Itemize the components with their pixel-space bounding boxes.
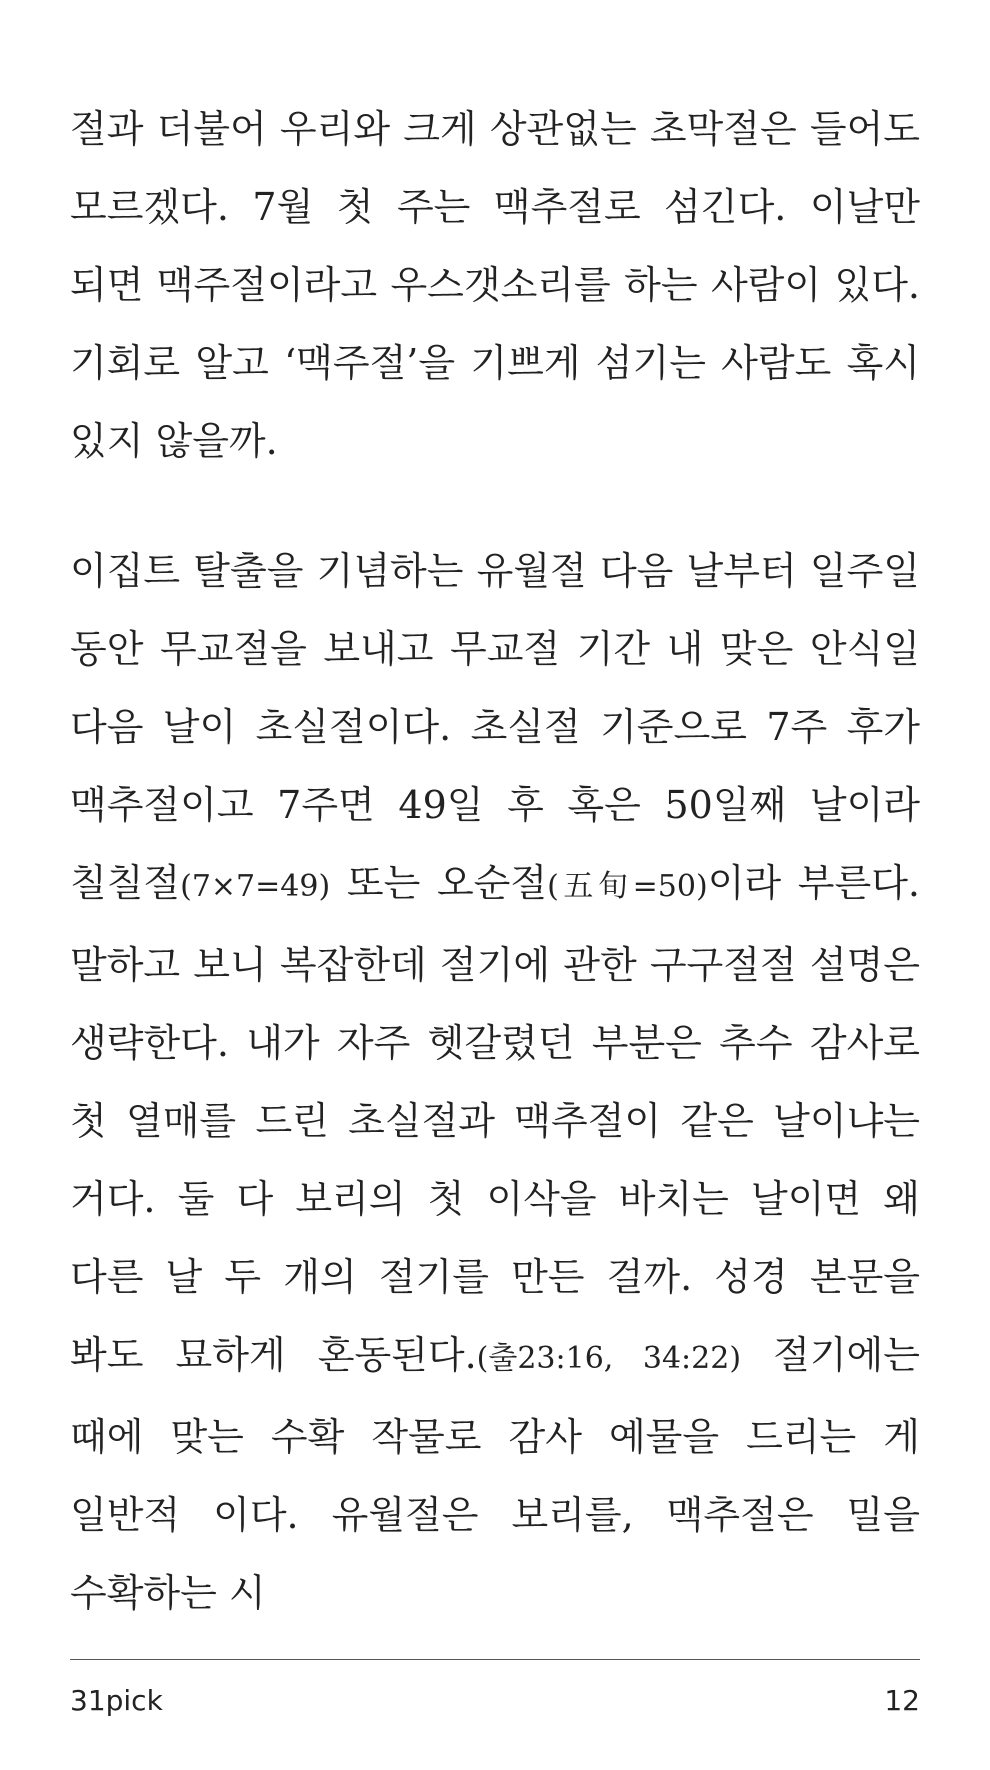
paragraph-2-note-osun: (五旬=50) — [547, 869, 708, 904]
page-footer — [70, 1659, 920, 1717]
paragraph-1-text: 절과 더불어 우리와 크게 상관없는 초막절은 들어도 모르겠다. 7월 첫 주는 맥추절로 섬긴다. 이날만 되면 맥주절이라고 우스갯소리를 하는 사람이 있다. 기회로 알고 ‘맥주절’을 기쁘게 섬기는 사람도 혹시 있지 않을까. — [70, 107, 920, 463]
article-body — [70, 90, 920, 1632]
paragraph-2-text-d: 절기에는 때에 맞는 수확 작물로 감사 예물을 드리는 게 일반적 이다. 유월절은 보리를, 맥추절은 밀을 수확하는 시 — [70, 1333, 920, 1615]
paragraph-2-text-a: 이집트 탈출을 기념하는 유월절 다음 날부터 일주일 동안 무교절을 보내고 무교절 기간 내 맞은 안식일 다음 날이 초실절이다. 초실절 기준으로 7주 후가 맥추절이고 7주면 49일 후 혹은 50일째 날이라 칠칠절 — [70, 549, 920, 905]
paragraph-2-text-b: 또는 오순절 — [330, 861, 548, 905]
paragraph-2 — [70, 532, 920, 1632]
paragraph-1 — [70, 90, 920, 480]
paragraph-2-note-scripture: (출23:16, 34:22) — [476, 1341, 742, 1376]
paragraph-2-text-c: 이라 부른다. 말하고 보니 복잡한데 절기에 관한 구구절절 설명은 생략한다. 내가 자주 헷갈렸던 부분은 추수 감사로 첫 열매를 드린 초실절과 맥추절이 같은 날이냐는 거다. 둘 다 보리의 첫 이삭을 바치는 날이면 왜 다른 날 두 개의 절기를 만든 걸까. 성경 본문을 봐도 묘하게 혼동된다. — [70, 861, 921, 1377]
footer-page-number: 12 — [884, 1684, 920, 1717]
paragraph-2-note-chilchil: (7×7=49) — [180, 869, 331, 904]
footer-brand: 31pick — [70, 1684, 163, 1717]
